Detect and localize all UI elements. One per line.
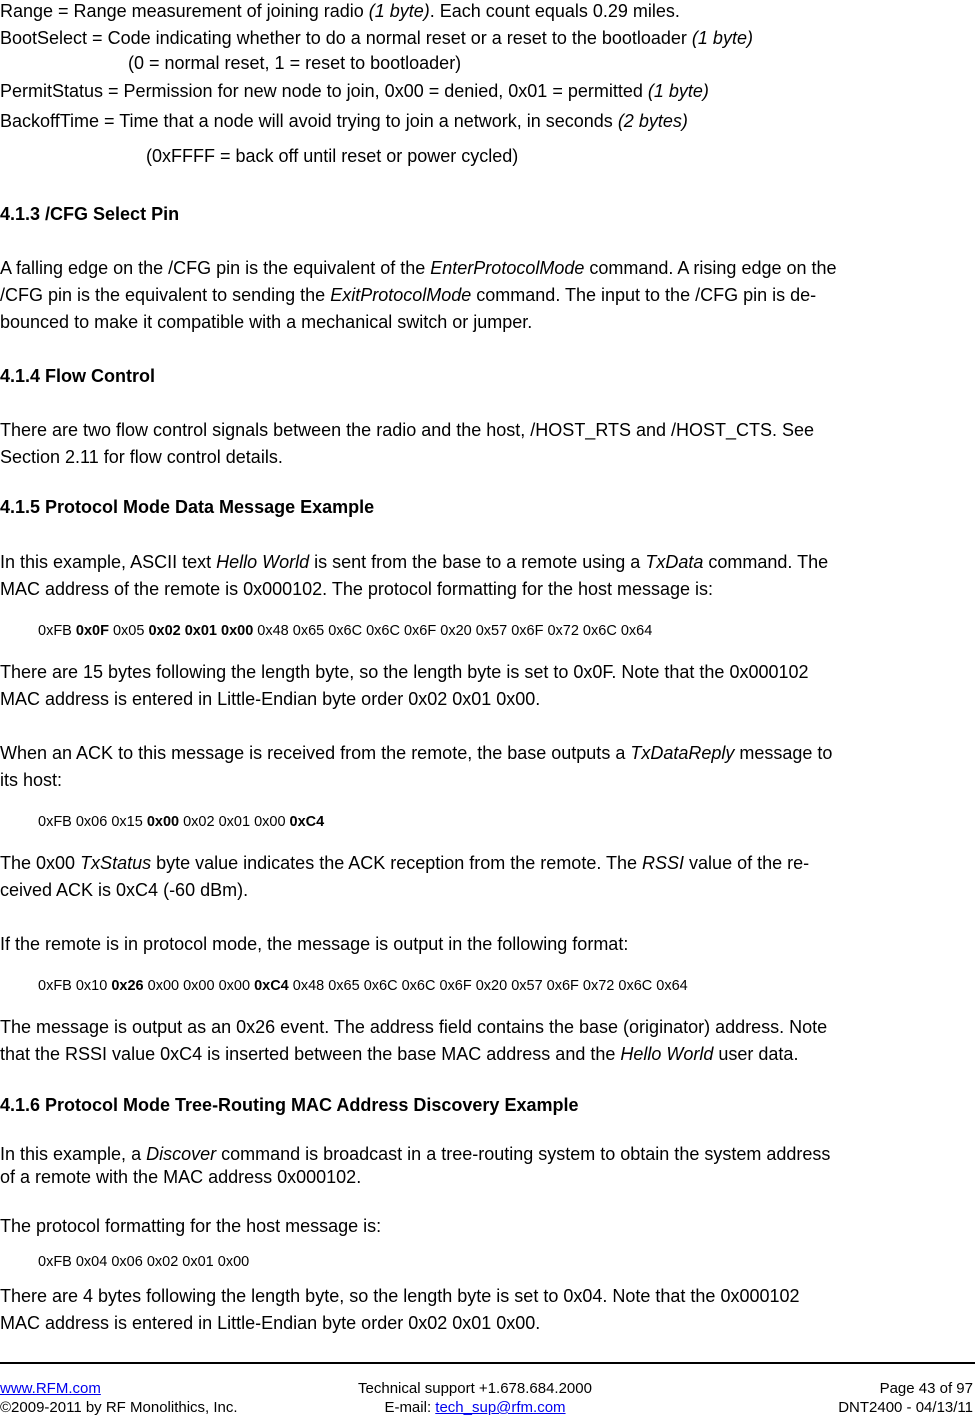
def-bootselect-note: (0 = normal reset, 1 = reset to bootloader) <box>128 53 462 73</box>
footer-divider <box>0 1362 975 1364</box>
paragraph-line: /CFG pin is the equivalent to sending the ExitProtocolMode command. The input to the /CFG pin is de- <box>0 285 817 305</box>
paragraph-line: When an ACK to this message is received from the remote, the base outputs a TxDataReply message to <box>0 743 833 763</box>
def-permitstatus: PermitStatus = Permission for new node to join, 0x00 = denied, 0x01 = permitted (1 byte) <box>0 81 709 101</box>
support-email: E-mail: tech_sup@rfm.com <box>384 1399 566 1416</box>
paragraph-line: The protocol formatting for the host message is: <box>0 1216 382 1236</box>
def-backofftime-note: (0xFFFF = back off until reset or power cycled) <box>146 146 519 166</box>
paragraph-line: In this example, ASCII text Hello World is sent from the base to a remote using a TxData command. The <box>0 552 829 572</box>
paragraph-line: MAC address is entered in Little-Endian byte order 0x02 0x01 0x00. <box>0 1313 541 1333</box>
paragraph-line: that the RSSI value 0xC4 is inserted between the base MAC address and the Hello World user data. <box>0 1044 799 1064</box>
page-number: Page 43 of 97 <box>879 1380 973 1397</box>
paragraph-line: The message is output as an 0x26 event. The address field contains the base (originator) address. Note <box>0 1017 828 1037</box>
paragraph-line: There are two flow control signals between the radio and the host, /HOST_RTS and /HOST_CTS. See <box>0 420 815 440</box>
section-heading-4-1-3: 4.1.3 /CFG Select Pin <box>0 204 180 224</box>
document-id: DNT2400 - 04/13/11 <box>838 1399 973 1416</box>
paragraph-line: If the remote is in protocol mode, the message is output in the following format: <box>0 934 629 954</box>
paragraph-line: There are 4 bytes following the length byte, so the length byte is set to 0x04. Note that the 0x000102 <box>0 1286 800 1306</box>
code-sample: 0xFB 0x0F 0x05 0x02 0x01 0x00 0x48 0x65 0x6C 0x6C 0x6F 0x20 0x57 0x6F 0x72 0x6C 0x64 <box>38 623 653 639</box>
paragraph-line: MAC address is entered in Little-Endian byte order 0x02 0x01 0x00. <box>0 689 541 709</box>
paragraph-line: A falling edge on the /CFG pin is the equivalent of the EnterProtocolMode command. A rising edge on the <box>0 258 837 278</box>
section-heading-4-1-5: 4.1.5 Protocol Mode Data Message Example <box>0 497 375 517</box>
def-backofftime: BackoffTime = Time that a node will avoid trying to join a network, in seconds (2 bytes) <box>0 111 688 131</box>
paragraph-line: ceived ACK is 0xC4 (-60 dBm). <box>0 880 249 900</box>
section-heading-4-1-4: 4.1.4 Flow Control <box>0 366 156 386</box>
paragraph-line: In this example, a Discover command is broadcast in a tree-routing system to obtain the system address <box>0 1144 831 1164</box>
paragraph-line: bounced to make it compatible with a mechanical switch or jumper. <box>0 312 533 332</box>
paragraph-line: The 0x00 TxStatus byte value indicates the ACK reception from the remote. The RSSI value of the re- <box>0 853 810 873</box>
code-sample: 0xFB 0x04 0x06 0x02 0x01 0x00 <box>38 1254 250 1270</box>
code-sample: 0xFB 0x10 0x26 0x00 0x00 0x00 0xC4 0x48 0x65 0x6C 0x6C 0x6F 0x20 0x57 0x6F 0x72 0x6C 0x64 <box>38 978 688 994</box>
copyright-text: ©2009-2011 by RF Monolithics, Inc. <box>0 1399 238 1416</box>
code-sample: 0xFB 0x06 0x15 0x00 0x02 0x01 0x00 0xC4 <box>38 814 325 830</box>
paragraph-line: Section 2.11 for flow control details. <box>0 447 283 467</box>
support-phone: Technical support +1.678.684.2000 <box>358 1380 592 1397</box>
def-bootselect: BootSelect = Code indicating whether to do a normal reset or a reset to the bootloader (1 byte) <box>0 28 753 48</box>
section-heading-4-1-6: 4.1.6 Protocol Mode Tree-Routing MAC Address Discovery Example <box>0 1095 579 1115</box>
website-link[interactable]: www.RFM.com <box>0 1380 101 1397</box>
email-link[interactable]: tech_sup@rfm.com <box>435 1399 566 1416</box>
paragraph-line: There are 15 bytes following the length byte, so the length byte is set to 0x0F. Note that the 0x000102 <box>0 662 809 682</box>
paragraph-line: of a remote with the MAC address 0x000102. <box>0 1167 362 1187</box>
paragraph-line: its host: <box>0 770 63 790</box>
paragraph-line: MAC address of the remote is 0x000102. The protocol formatting for the host message is: <box>0 579 714 599</box>
def-range: Range = Range measurement of joining radio (1 byte). Each count equals 0.29 miles. <box>0 1 680 21</box>
